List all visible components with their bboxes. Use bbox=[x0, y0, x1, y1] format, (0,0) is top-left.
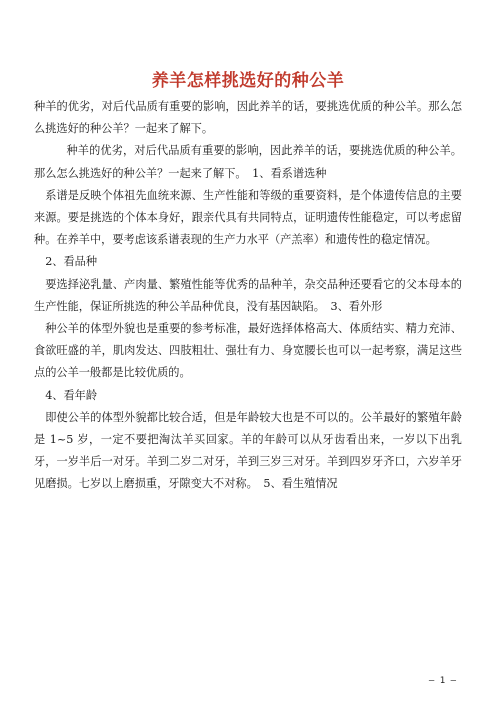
document-title: 养羊怎样挑选好的种公羊 bbox=[151, 71, 345, 91]
section-heading-age: 4、看年龄 bbox=[45, 388, 98, 402]
paragraph-pedigree: 系谱是反映个体祖先血统来源、生产性能和等级的重要资料，是个体遗传信息的主要来源。要是挑选的个体本身好，跟亲代具有共同特点，证明遗传性能稳定，可以考虑留种。在养羊中，要考虑该系谱表现的生产力水平（产羔率）和遗传性的稳定情况。 bbox=[34, 188, 462, 247]
paragraph-appearance: 种公羊的体型外貌也是重要的参考标准，最好选择体格高大、体质结实、精力充沛、食欲旺盛的羊，肌肉发达、四肢粗壮、强壮有力、身宽腰长也可以一起考察，满足这些点的公羊一般都是比较优质的。 bbox=[34, 322, 462, 380]
section-heading-breed: 2、看品种 bbox=[45, 255, 98, 269]
paragraph-age: 即使公羊的体型外貌都比较合适，但是年龄较大也是不可以的。公羊最好的繁殖年龄是 1~5 岁，一定不要把淘汰羊买回家。羊的年龄可以从牙齿看出来，一岁以下出乳牙，一岁半后一对牙。羊到二岁二对牙，羊到三岁三对牙。羊到四岁牙齐口，六岁羊牙见磨损。七岁以上磨损重，牙隙变大不对称。 5、看生殖情况 bbox=[34, 410, 462, 491]
paragraph-intro-repeat: 种羊的优劣，对后代品质有重要的影响，因此养羊的话，要挑选优质的种公羊。那么怎么挑选好的种公羊？一起来了解下。 1、看系谱选种 bbox=[34, 144, 462, 180]
paragraph-breed: 要选择泌乳量、产肉量、繁殖性能等优秀的品种羊，杂交品种还要看它的父本母本的生产性能，保证所挑选的种公羊品种优良，没有基因缺陷。 3、看外形 bbox=[34, 277, 462, 313]
paragraph-intro: 种羊的优劣，对后代品质有重要的影响，因此养羊的话，要挑选优质的种公羊。那么怎么挑选好的种公羊？一起来了解下。 bbox=[34, 100, 462, 136]
page-number: — 1 — bbox=[428, 676, 456, 686]
document-body bbox=[34, 96, 462, 496]
